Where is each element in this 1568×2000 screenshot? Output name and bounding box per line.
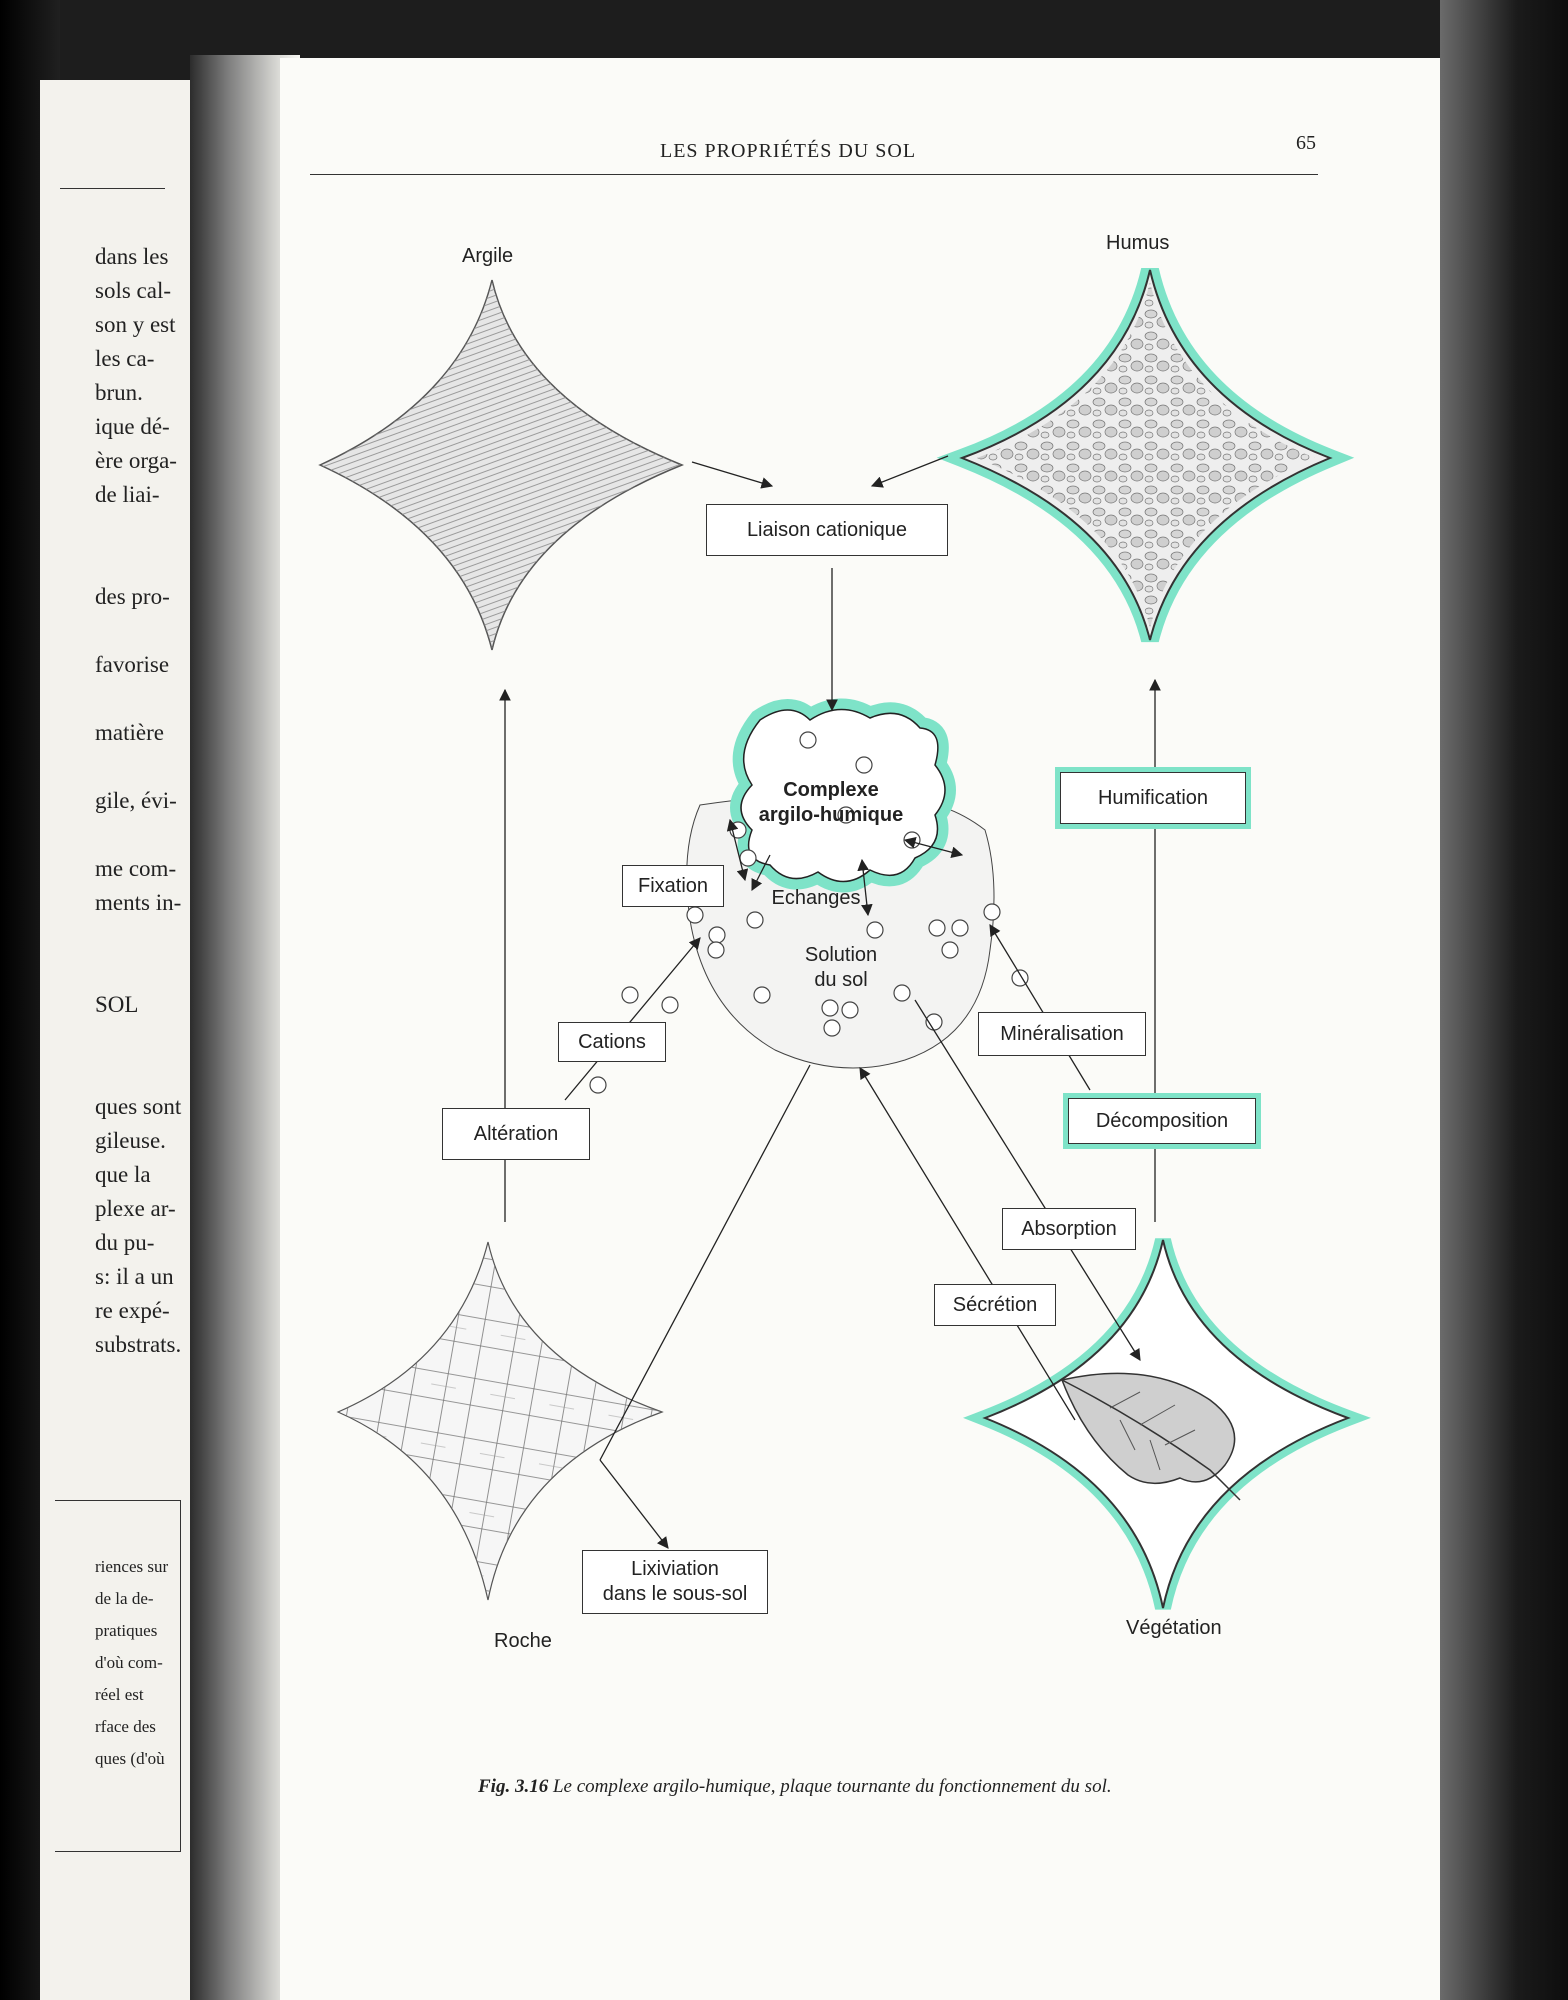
- left-box-line: rface des: [95, 1717, 156, 1736]
- argile-label: Argile: [462, 245, 514, 267]
- decomposition-box: Décomposition: [1068, 1098, 1256, 1144]
- left-box-line: de la de-: [95, 1589, 154, 1608]
- page-number: 65: [1296, 132, 1316, 154]
- left-page-line: ments in-: [95, 890, 182, 915]
- complexe-label: [740, 778, 922, 828]
- left-page-line: matière: [95, 720, 164, 745]
- left-box-line: réel est: [95, 1685, 144, 1704]
- left-page-line: sols cal-: [95, 278, 172, 303]
- left-page-line: substrats.: [95, 1332, 182, 1357]
- complexe-line-2: argilo-humique: [758, 804, 904, 826]
- cations-box: Cations: [558, 1022, 666, 1062]
- left-page-line: s: il a un: [95, 1264, 174, 1289]
- left-page-line: plexe ar-: [95, 1196, 176, 1221]
- left-page-line: re expé-: [95, 1298, 170, 1323]
- left-page-line: des pro-: [95, 584, 170, 609]
- left-box-line: pratiques: [95, 1621, 158, 1640]
- left-page-line: ques sont: [95, 1094, 182, 1119]
- humus-label: Humus: [1106, 232, 1170, 254]
- liaison-cationique-box: Liaison cationique: [706, 504, 948, 556]
- echanges-label: Echanges: [771, 887, 861, 909]
- solution-label: [786, 943, 896, 993]
- left-box-line: ques (d'où: [95, 1749, 165, 1768]
- left-page-line: me com-: [95, 856, 177, 881]
- left-page-line: son y est: [95, 312, 176, 337]
- lixiviation-box: [582, 1550, 768, 1614]
- absorption-box: Absorption: [1002, 1208, 1136, 1250]
- left-box-line: riences sur: [95, 1557, 169, 1576]
- roche-label: Roche: [494, 1630, 552, 1652]
- complexe-line-1: Complexe: [783, 779, 879, 801]
- figure-caption: [478, 1776, 1112, 1798]
- left-page-line: du pu-: [95, 1230, 155, 1255]
- alteration-box: Altération: [442, 1108, 590, 1160]
- left-page-line: que la: [95, 1162, 151, 1187]
- left-page-line: brun.: [95, 380, 143, 405]
- fixation-box: Fixation: [622, 865, 724, 907]
- left-page-line: ique dé-: [95, 414, 170, 439]
- left-page-line: gile, évi-: [95, 788, 177, 813]
- solution-line-1: Solution: [804, 944, 878, 966]
- left-page-line: favorise: [95, 652, 170, 677]
- left-box-line: d'où com-: [95, 1653, 163, 1672]
- secretion-box: Sécrétion: [934, 1284, 1056, 1326]
- left-page-line: dans les: [95, 244, 169, 269]
- left-page-line: les ca-: [95, 346, 155, 371]
- left-page-line: de liai-: [95, 482, 160, 507]
- left-page-line: ère orga-: [95, 448, 177, 473]
- lixiviation-line-2: dans le sous-sol: [602, 1583, 748, 1605]
- left-page-line: gileuse.: [95, 1128, 166, 1153]
- figure-label: Fig. 3.16: [478, 1776, 549, 1797]
- mineralisation-box: Minéralisation: [978, 1012, 1146, 1056]
- figure-caption-text: Le complexe argilo-humique, plaque tournante du fonctionnement du sol.: [552, 1776, 1112, 1797]
- vegetation-label: Végétation: [1126, 1617, 1222, 1639]
- running-header: LES PROPRIÉTÉS DU SOL: [660, 140, 917, 162]
- humification-box: Humification: [1060, 772, 1246, 824]
- lixiviation-line-1: Lixiviation: [631, 1558, 719, 1580]
- solution-line-2: du sol: [814, 969, 868, 991]
- left-page-line: SOL: [95, 992, 139, 1017]
